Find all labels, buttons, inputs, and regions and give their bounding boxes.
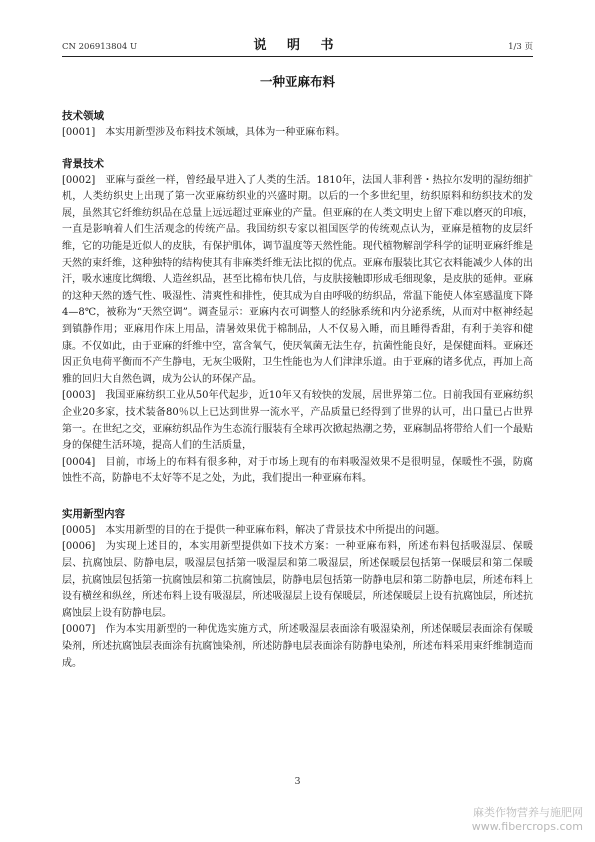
paragraph-text: 我国亚麻纺织工业从50年代起步，近10年又有较快的发展，居世界第二位。日前我国有亚麻纺织企业20多家，技术装备80％以上已达到世界一流水平，产品质量已经得到了世界的认可，出口量已占世界第一。在世纪之交，亚麻纺织品作为生态流行服装有全球再次掀起热潮之势，亚麻制品将带给人们一个最贴身的保健生活环境，提高人们的生活质量， bbox=[62, 390, 533, 452]
paragraph-0006 bbox=[62, 539, 533, 622]
section-heading-contents: 实用新型内容 bbox=[62, 507, 125, 520]
paragraph-0007 bbox=[62, 622, 533, 672]
paragraph-number: [0001] bbox=[62, 127, 96, 138]
section-heading-tech-field: 技术领域 bbox=[62, 110, 104, 122]
paragraph-0005 bbox=[62, 523, 533, 540]
page-info: 1/3 页 bbox=[508, 42, 533, 52]
document-type: 说 明 书 bbox=[253, 38, 342, 53]
patent-number: CN 206913804 U bbox=[62, 42, 138, 52]
section-heading-background: 背景技术 bbox=[62, 157, 104, 170]
paragraph-number: [0005] bbox=[62, 524, 96, 536]
paragraph-number: [0002] bbox=[62, 174, 96, 186]
paragraph-text: 本实用新型涉及布料技术领域，具体为一种亚麻布料。 bbox=[105, 127, 346, 138]
watermark-site-name: 麻类作物营养与施肥网 bbox=[473, 806, 583, 819]
paragraph-text: 亚麻与蚕丝一样，曾经最早进入了人类的生活。1810年，法国人菲利普・热拉尔发明的湿纺细扩机，人类纺织史上出现了第一次亚麻纺织业的兴盛时期。以后的一个多世纪里，纺织原料和纺织技术的发展，虽然其它纤维纺织品在总量上远远超过亚麻业的产量。但亚麻的在人类文明史上留下难以磨灭的印痕，一直是影响着人们生活观念的传统产品。我国纺织专家以祖国医学的传统观点认为，亚麻是植物的皮层纤维，它的功能是近似人的皮肤，有保护肌体，调节温度等天然性能。现代植物解剖学科学的证明亚麻纤维是天然的束纤维，这种独特的结构使其有非麻类纤维无法比拟的优点。亚麻布服装比其它衣料能减少人体的出汗，吸水速度比绸缎、人造丝织品，甚至比棉布快几倍，与皮肤接触即形成毛细现象，是皮肤的延伸。亚麻的这种天然的透气性、吸湿性、清爽性和排性，使其成为自由呼吸的纺织品，常温下能使人体室感温度下降4—8℃，被称为“天然空调”。调查显示：亚麻内衣可调整人的经脉系统和内分泌系统，从而对中枢神经起到镇静作用；亚麻用作床上用品，清暑效果优于棉制品，人不仅易入睡，而且睡得香甜，有利于美容和健康。不仅如此，由于亚麻的纤维中空，富含氧气，使厌氧菌无法生存，抗菌性能良好，是保健面料。亚麻还因正负电荷平衡而不产生静电，无灰尘吸附，卫生性能也为人们津津乐道。由于亚麻的诸多优点，再加上高雅的回归大自然色调，成为公认的环保产品。 bbox=[62, 174, 533, 385]
page-number: 3 bbox=[294, 776, 301, 787]
paragraph-0002 bbox=[62, 173, 533, 389]
watermark-url: www.fibercrops.com bbox=[471, 820, 583, 833]
watermark bbox=[472, 804, 583, 833]
paragraph-text: 本实用新型的目的在于提供一种亚麻布料，解决了背景技术中所提出的问题。 bbox=[105, 524, 446, 536]
page-header bbox=[62, 36, 533, 57]
paragraph-number: [0006] bbox=[62, 541, 96, 553]
paragraph-0003 bbox=[62, 388, 533, 454]
paragraph-text: 为实现上述目的，本实用新型提供如下技术方案：一种亚麻布料，所述布料包括吸湿层、保暖层、抗腐蚀层、防静电层，吸湿层包括第一吸湿层和第二吸湿层，所述保暖层包括第一保暖层和第二保暖层，抗腐蚀层包括第一抗腐蚀层和第二抗腐蚀层，防静电层包括第一防静电层和第二防静电层，所述布料上设有横丝和纵丝，所述布料上设有吸湿层，所述吸湿层上设有保暖层，所述保暖层上设有抗腐蚀层，所述抗腐蚀层上设有防静电层。 bbox=[62, 541, 533, 619]
paragraph-text: 作为本实用新型的一种优选实施方式，所述吸湿层表面涂有吸湿染剂，所述保暖层表面涂有保暖染剂，所述抗腐蚀层表面涂有抗腐蚀染剂，所述防静电层表面涂有防静电染剂，所述布料采用束纤维制造而成。 bbox=[62, 624, 533, 669]
document-title: 一种亚麻布料 bbox=[259, 74, 335, 89]
paragraph-number: [0004] bbox=[62, 456, 96, 468]
paragraph-number: [0003] bbox=[62, 390, 96, 402]
paragraph-0001 bbox=[62, 125, 533, 142]
document-body bbox=[62, 108, 533, 672]
paragraph-text: 目前，市场上的布料有很多种，对于市场上现有的布料吸湿效果不是很明显，保暖性不强，防腐蚀性不高，防静电不太好等不足之处，为此，我们提出一种亚麻布料。 bbox=[62, 456, 533, 485]
paragraph-number: [0007] bbox=[62, 624, 96, 636]
paragraph-0004 bbox=[62, 455, 533, 488]
